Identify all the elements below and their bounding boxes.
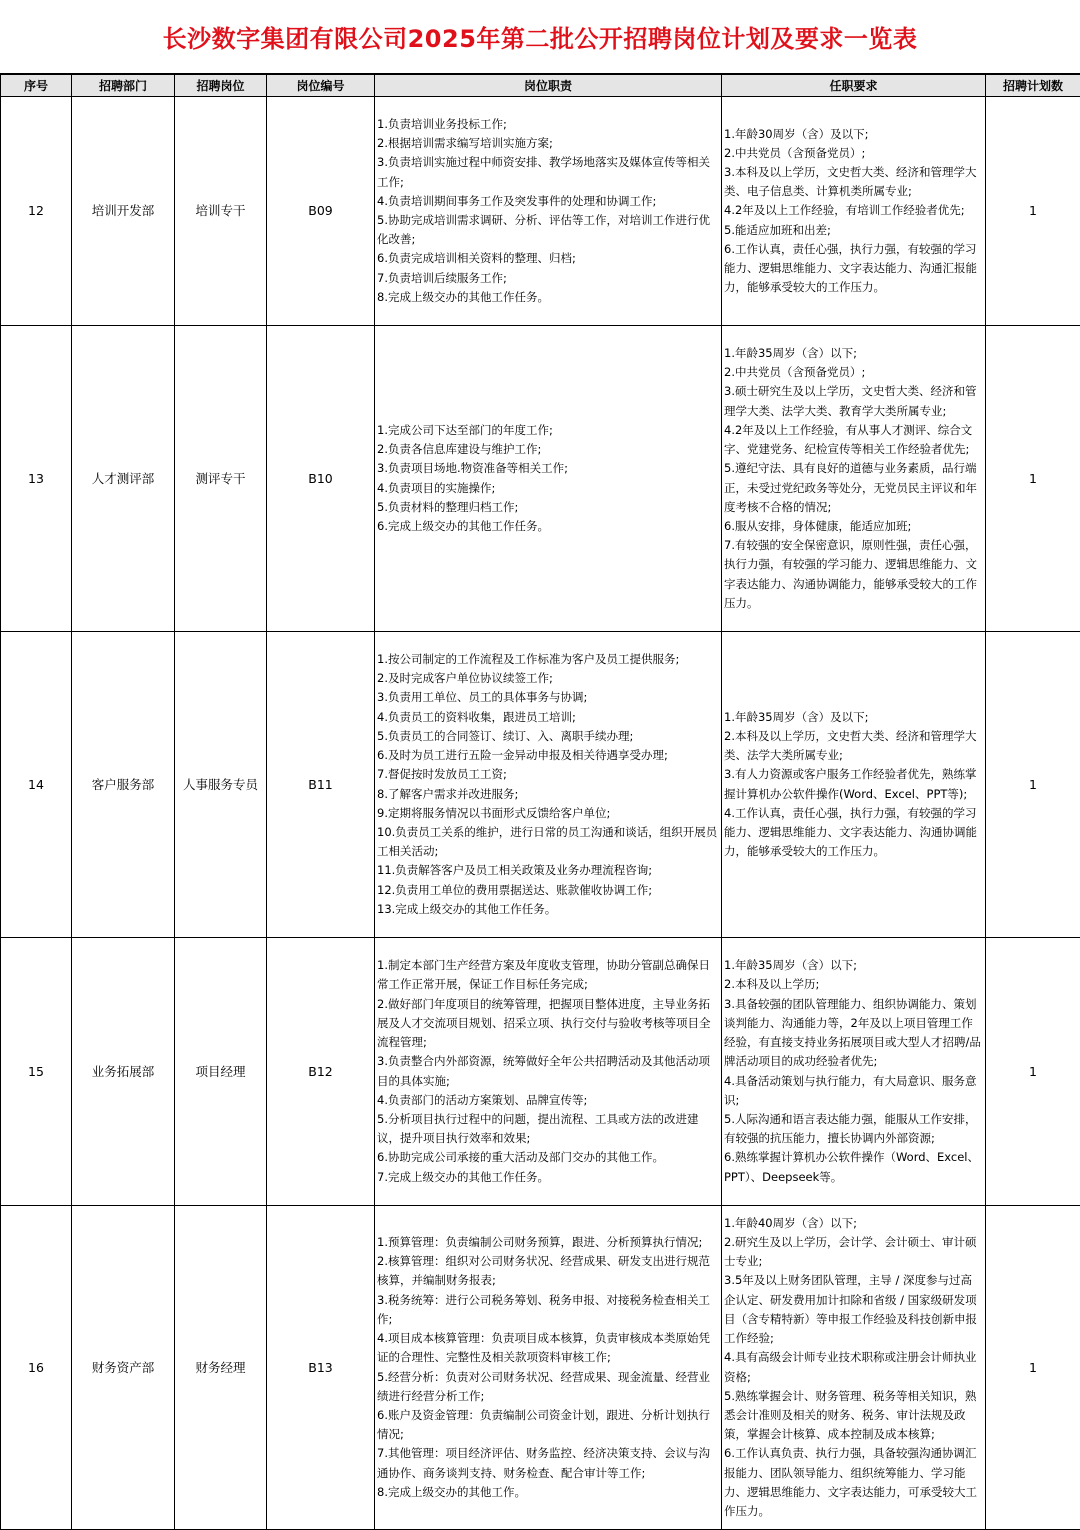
cell-duties [375, 326, 722, 632]
duty-line: 6.负责完成培训相关资料的整理、归档; [377, 249, 719, 268]
cell-code: B13 [267, 1206, 375, 1530]
table-row [1, 97, 1080, 326]
cell-code: B11 [267, 632, 375, 938]
duty-line: 9.定期将服务情况以书面形式反馈给客户单位; [377, 804, 719, 823]
table-row [1, 632, 1080, 938]
duty-line: 7.完成上级交办的其他工作任务。 [377, 1168, 719, 1187]
duty-line: 5.负责员工的合同签订、续订、入、离职手续办理; [377, 727, 719, 746]
duty-line: 5.负责材料的整理归档工作; [377, 498, 719, 517]
requirement-line: 3.硕士研究生及以上学历，文史哲大类、经济和管理学大类、法学大类、教育学大类所属专业; [724, 382, 983, 420]
duty-line: 2.负责各信息库建设与维护工作; [377, 440, 719, 459]
duty-line: 3.负责项目场地.物资准备等相关工作; [377, 459, 719, 478]
duty-line: 4.负责培训期间事务工作及突发事件的处理和协调工作; [377, 192, 719, 211]
cell-position: 培训专干 [175, 97, 267, 326]
cell-count: 1 [986, 97, 1080, 326]
cell-position: 测评专干 [175, 326, 267, 632]
cell-duties [375, 1206, 722, 1530]
requirement-line: 2.本科及以上学历; [724, 975, 983, 994]
requirement-line: 1.年龄30周岁（含）及以下; [724, 125, 983, 144]
duty-line: 3.负责用工单位、员工的具体事务与协调; [377, 688, 719, 707]
duty-line: 2.核算管理：组织对公司财务状况、经营成果、研发支出进行规范核算，并编制财务报表; [377, 1252, 719, 1290]
duty-line: 5.分析项目执行过程中的问题，提出流程、工具或方法的改进建议，提升项目执行效率和效果; [377, 1110, 719, 1148]
cell-code: B09 [267, 97, 375, 326]
cell-code: B10 [267, 326, 375, 632]
requirement-line: 1.年龄40周岁（含）以下; [724, 1214, 983, 1233]
cell-no: 15 [1, 938, 72, 1206]
duty-line: 8.完成上级交办的其他工作任务。 [377, 288, 719, 307]
cell-position: 财务经理 [175, 1206, 267, 1530]
requirement-line: 2.本科及以上学历，文史哲大类、经济和管理学大类、法学大类所属专业; [724, 727, 983, 765]
duty-line: 3.税务统筹：进行公司税务筹划、税务申报、对接税务检查相关工作; [377, 1291, 719, 1329]
cell-no: 13 [1, 326, 72, 632]
requirement-line: 3.有人力资源或客户服务工作经验者优先，熟练掌握计算机办公软件操作(Word、Excel、PPT等); [724, 765, 983, 803]
duty-line: 6.账户及资金管理：负责编制公司资金计划，跟进、分析计划执行情况; [377, 1406, 719, 1444]
requirement-line: 6.熟练掌握计算机办公软件操作（Word、Excel、PPT）、Deepseek等。 [724, 1148, 983, 1186]
duty-line: 13.完成上级交办的其他工作任务。 [377, 900, 719, 919]
requirement-line: 3.具备较强的团队管理能力、组织协调能力、策划谈判能力、沟通能力等，2年及以上项目管理工作经验，有直接支持业务拓展项目或大型人才招聘/品牌活动项目的成功经验者优先; [724, 995, 983, 1072]
cell-count: 1 [986, 326, 1080, 632]
header-position: 招聘岗位 [175, 75, 267, 97]
requirement-line: 3.5年及以上财务团队管理，主导 / 深度参与过高企认定、研发费用加计扣除和省级 / 国家级研发项目（含专精特新）等申报工作经验及科技创新申报工作经验; [724, 1271, 983, 1348]
cell-requirements [722, 326, 986, 632]
duty-line: 4.项目成本核算管理：负责项目成本核算，负责审核成本类原始凭证的合理性、完整性及相关款项资料审核工作; [377, 1329, 719, 1367]
duty-line: 1.完成公司下达至部门的年度工作; [377, 421, 719, 440]
requirement-line: 1.年龄35周岁（含）以下; [724, 956, 983, 975]
cell-dept: 客户服务部 [72, 632, 175, 938]
requirement-line: 6.服从安排，身体健康，能适应加班; [724, 517, 983, 536]
header-requirements: 任职要求 [722, 75, 986, 97]
duty-line: 5.经营分析：负责对公司财务状况、经营成果、现金流量、经营业绩进行经营分析工作; [377, 1368, 719, 1406]
duty-line: 4.负责项目的实施操作; [377, 479, 719, 498]
requirement-line: 7.有较强的安全保密意识，原则性强，责任心强，执行力强，有较强的学习能力、逻辑思维能力、文字表达能力、沟通协调能力，能够承受较大的工作压力。 [724, 536, 983, 613]
requirement-line: 2.研究生及以上学历，会计学、会计硕士、审计硕士专业; [724, 1233, 983, 1271]
cell-count: 1 [986, 1206, 1080, 1530]
cell-dept: 业务拓展部 [72, 938, 175, 1206]
cell-count: 1 [986, 938, 1080, 1206]
cell-position: 人事服务专员 [175, 632, 267, 938]
cell-no: 12 [1, 97, 72, 326]
requirement-line: 1.年龄35周岁（含）及以下; [724, 708, 983, 727]
requirement-line: 4.具有高级会计师专业技术职称或注册会计师执业资格; [724, 1348, 983, 1386]
requirement-line: 4.2年及以上工作经验，有培训工作经验者优先; [724, 201, 983, 220]
header-count: 招聘计划数 [986, 75, 1080, 97]
header-code: 岗位编号 [267, 75, 375, 97]
requirement-line: 4.具备活动策划与执行能力，有大局意识、服务意识; [724, 1072, 983, 1110]
page-title: 长沙数字集团有限公司2025年第二批公开招聘岗位计划及要求一览表 [163, 19, 918, 54]
duty-line: 11.负责解答客户及员工相关政策及业务办理流程咨询; [377, 861, 719, 880]
duty-line: 3.负责整合内外部资源，统筹做好全年公共招聘活动及其他活动项目的具体实施; [377, 1052, 719, 1090]
cell-no: 16 [1, 1206, 72, 1530]
recruitment-table [0, 74, 1080, 1530]
cell-duties [375, 632, 722, 938]
header-dept: 招聘部门 [72, 75, 175, 97]
cell-position: 项目经理 [175, 938, 267, 1206]
requirement-line: 4.工作认真，责任心强，执行力强，有较强的学习能力、逻辑思维能力、文字表达能力、沟通协调能力，能够承受较大的工作压力。 [724, 804, 983, 862]
requirement-line: 2.中共党员（含预备党员）; [724, 144, 983, 163]
header-no: 序号 [1, 75, 72, 97]
cell-no: 14 [1, 632, 72, 938]
duty-line: 10.负责员工关系的维护，进行日常的员工沟通和谈话，组织开展员工相关活动; [377, 823, 719, 861]
duty-line: 1.负责培训业务投标工作; [377, 115, 719, 134]
cell-dept: 培训开发部 [72, 97, 175, 326]
duty-line: 6.及时为员工进行五险一金异动申报及相关待遇享受办理; [377, 746, 719, 765]
duty-line: 2.根据培训需求编写培训实施方案; [377, 134, 719, 153]
duty-line: 2.做好部门年度项目的统筹管理，把握项目整体进度，主导业务拓展及人才交流项目规划、招采立项、执行交付与验收考核等项目全流程管理; [377, 995, 719, 1053]
cell-dept: 人才测评部 [72, 326, 175, 632]
cell-count: 1 [986, 632, 1080, 938]
table-row [1, 938, 1080, 1206]
duty-line: 6.协助完成公司承接的重大活动及部门交办的其他工作。 [377, 1148, 719, 1167]
table-row [1, 326, 1080, 632]
requirement-line: 5.熟练掌握会计、财务管理、税务等相关知识，熟悉会计准则及相关的财务、税务、审计法规及政策，掌握会计核算、成本控制及成本核算; [724, 1387, 983, 1445]
requirement-line: 5.人际沟通和语言表达能力强，能服从工作安排，有较强的抗压能力，擅长协调内外部资源; [724, 1110, 983, 1148]
cell-code: B12 [267, 938, 375, 1206]
duty-line: 2.及时完成客户单位协议续签工作; [377, 669, 719, 688]
duty-line: 5.协助完成培训需求调研、分析、评估等工作，对培训工作进行优化改善; [377, 211, 719, 249]
requirement-line: 2.中共党员（含预备党员）; [724, 363, 983, 382]
duty-line: 1.制定本部门生产经营方案及年度收支管理，协助分管副总确保日常工作正常开展，保证工作目标任务完成; [377, 956, 719, 994]
cell-requirements [722, 938, 986, 1206]
header-row [1, 75, 1080, 97]
title-bar [0, 0, 1080, 74]
duty-line: 8.了解客户需求并改进服务; [377, 785, 719, 804]
duty-line: 7.督促按时发放员工工资; [377, 765, 719, 784]
duty-line: 1.按公司制定的工作流程及工作标准为客户及员工提供服务; [377, 650, 719, 669]
cell-dept: 财务资产部 [72, 1206, 175, 1530]
cell-duties [375, 97, 722, 326]
duty-line: 4.负责员工的资料收集，跟进员工培训; [377, 708, 719, 727]
duty-line: 7.负责培训后续服务工作; [377, 269, 719, 288]
table-row [1, 1206, 1080, 1530]
duty-line: 3.负责培训实施过程中师资安排、教学场地落实及媒体宣传等相关工作; [377, 153, 719, 191]
requirement-line: 6.工作认真，责任心强，执行力强，有较强的学习能力、逻辑思维能力、文字表达能力、沟通汇报能力，能够承受较大的工作压力。 [724, 240, 983, 298]
header-duties: 岗位职责 [375, 75, 722, 97]
duty-line: 7.其他管理：项目经济评估、财务监控、经济决策支持、会议与沟通协作、商务谈判支持、财务检查、配合审计等工作; [377, 1444, 719, 1482]
duty-line: 8.完成上级交办的其他工作。 [377, 1483, 719, 1502]
duty-line: 12.负责用工单位的费用票据送达、账款催收协调工作; [377, 881, 719, 900]
duty-line: 6.完成上级交办的其他工作任务。 [377, 517, 719, 536]
cell-requirements [722, 632, 986, 938]
requirement-line: 5.遵纪守法、具有良好的道德与业务素质，品行端正，未受过党纪政务等处分，无党员民主评议和年度考核不合格的情况; [724, 459, 983, 517]
cell-duties [375, 938, 722, 1206]
requirement-line: 3.本科及以上学历，文史哲大类、经济和管理学大类、电子信息类、计算机类所属专业; [724, 163, 983, 201]
requirement-line: 4.2年及以上工作经验，有从事人才测评、综合文字、党建党务、纪检宣传等相关工作经验者优先; [724, 421, 983, 459]
requirement-line: 5.能适应加班和出差; [724, 221, 983, 240]
cell-requirements [722, 1206, 986, 1530]
duty-line: 1.预算管理：负责编制公司财务预算，跟进、分析预算执行情况; [377, 1233, 719, 1252]
requirement-line: 6.工作认真负责、执行力强，具备较强沟通协调汇报能力、团队领导能力、组织统筹能力、学习能力、逻辑思维能力、文字表达能力，可承受较大工作压力。 [724, 1444, 983, 1521]
requirement-line: 1.年龄35周岁（含）以下; [724, 344, 983, 363]
cell-requirements [722, 97, 986, 326]
duty-line: 4.负责部门的活动方案策划、品牌宣传等; [377, 1091, 719, 1110]
